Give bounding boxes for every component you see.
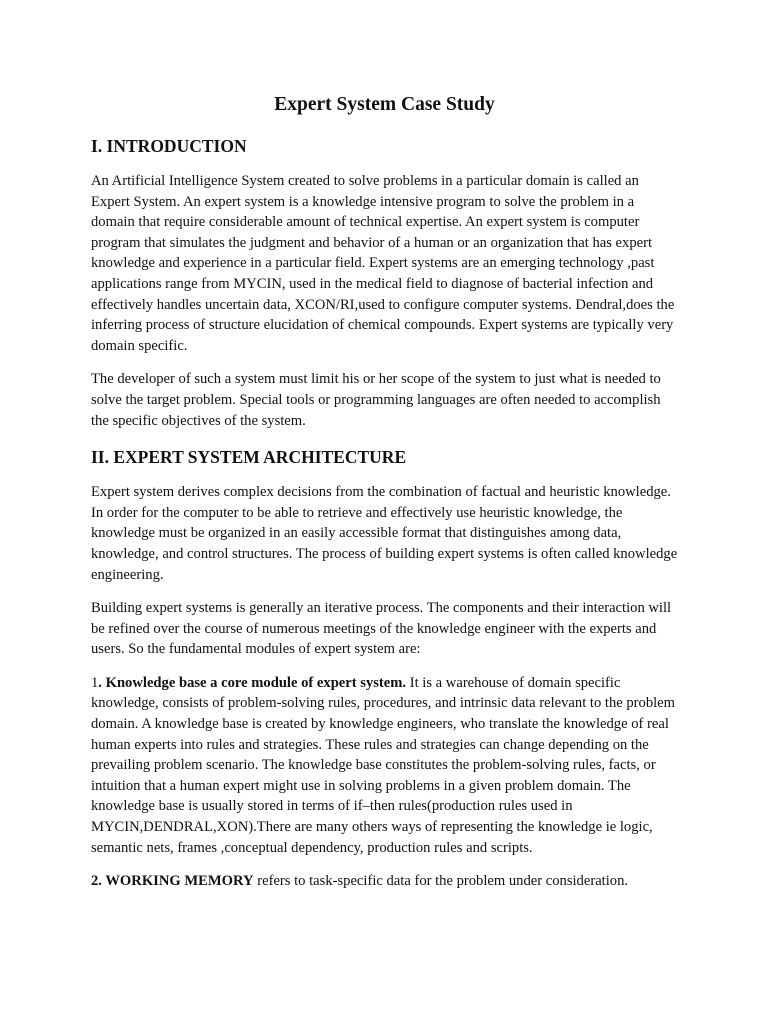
section-heading-introduction: I. INTRODUCTION bbox=[91, 136, 247, 156]
intro-paragraph-1: An Artificial Intelligence System created to solve problems in a particular domain is called an Expert System. An expert system is a knowledge intensive program to solve the problem in a domain that require considerable amount of technical expertise. An expert system is computer program that simulates the judgment and behavior of a human or an organization that has expert knowledge and experience in a particular field. Expert systems are an emerging technology ,past applications range from MYCIN, used in the medical field to diagnose of bacterial infection and effectively handles uncertain data, XCON/RI,used to configure computer systems. Dendral,does the inferring process of structure elucidation of chemical compounds. Expert systems are typically very domain specific. bbox=[91, 173, 675, 354]
architecture-paragraph-2: Building expert systems is generally an iterative process. The components and their interaction will be refined over the course of numerous meetings of the knowledge engineer with the experts and users. So the fundamental modules of expert system are: bbox=[91, 600, 672, 658]
module-title: . Knowledge base a core module of expert system. bbox=[98, 674, 407, 691]
document-title: Expert System Case Study bbox=[274, 94, 495, 115]
module-number: 1 bbox=[91, 674, 99, 691]
module-description: refers to task-specific data for the problem under consideration. bbox=[253, 873, 629, 890]
module-knowledge-base bbox=[91, 673, 678, 858]
intro-paragraph-2: The developer of such a system must limit his or her scope of the system to just what is needed to solve the target problem. Special tools or programming languages are often needed to accomplish the specific objectives of the system. bbox=[91, 371, 661, 429]
section-introduction bbox=[91, 133, 678, 431]
section-architecture bbox=[91, 444, 678, 892]
architecture-paragraph-1: Expert system derives complex decisions from the combination of factual and heuristic knowledge. In order for the computer to be able to retrieve and effectively use heuristic knowledge, the knowledge must be organized in an easily accessible format that distinguishes among data, knowledge, and control structures. The process of building expert systems is often called knowledge engineering. bbox=[91, 484, 678, 583]
module-description: It is a warehouse of domain specific knowledge, consists of problem-solving rules, procedures, and intrinsic data relevant to the problem domain. A knowledge base is created by knowledge engineers, who translate the knowledge of real human experts into rules and strategies. These rules and strategies can change depending on the prevailing problem scenario. The knowledge base constitutes the problem-solving rules, facts, or intuition that a human expert might use in solving problems in a given problem domain. The knowledge base is usually stored in terms of if–then rules(production rules used in MYCIN,DENDRAL,XON).There are many others ways of representing the knowledge ie logic, semantic nets, frames ,conceptual dependency, production rules and scripts. bbox=[91, 674, 676, 856]
module-title: 2. WORKING MEMORY bbox=[91, 873, 254, 890]
module-working-memory bbox=[91, 871, 678, 892]
section-heading-architecture: II. EXPERT SYSTEM ARCHITECTURE bbox=[91, 447, 407, 468]
